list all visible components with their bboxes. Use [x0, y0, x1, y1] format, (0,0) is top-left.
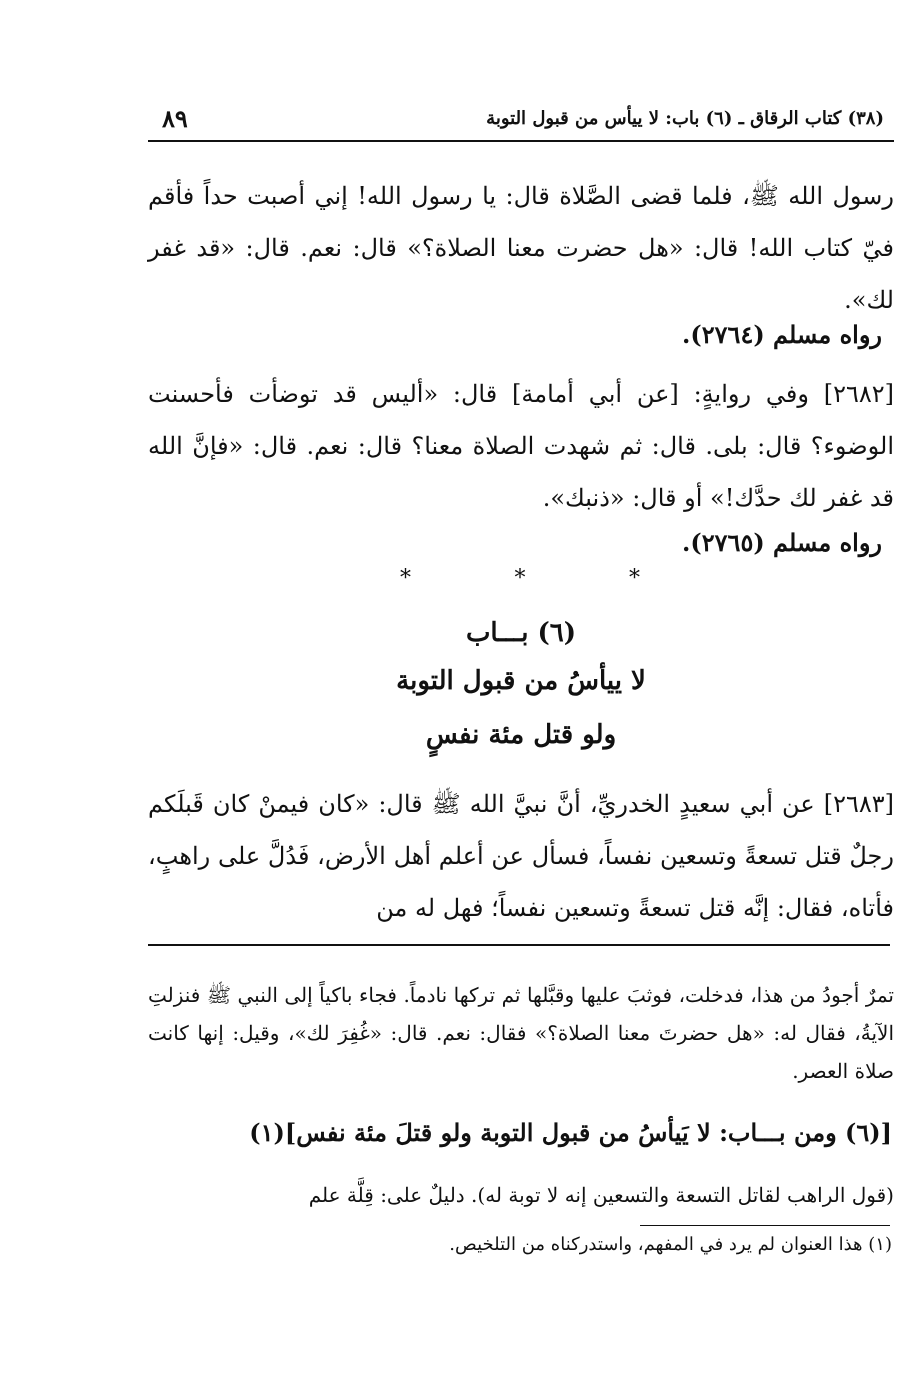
hadith-paragraph-2683: [٢٦٨٣] عن أبي سعيدٍ الخدريِّ، أنَّ نبيَّ الله ﷺ قال: «كان فيمنْ كان قَبلَكم رجلٌ قتل تسعةً وتسعين نفساً، فسأل عن أعلم أهل الأرض، فَدُلَّ على راهبٍ، فأتاه، فقال: إنَّه قتل تسعةً وتسعين نفساً؛ فهل له من — [148, 790, 894, 922]
commentary-heading: [(٦) ومن بـــاب: لا يَيأسُ من قبول التوبة ولو قتلَ مئة نفس](١) — [249, 1118, 892, 1147]
chapter-subtitle: ولو قتل مئة نفسٍ — [425, 720, 617, 750]
footnote-rule — [148, 944, 890, 946]
header-rule — [148, 140, 894, 142]
footnote-separator — [640, 1225, 890, 1226]
page-number: ٨٩ — [162, 104, 188, 133]
section-separator — [400, 566, 640, 591]
chapter-label: (٦) بـــاب — [465, 618, 577, 648]
commentary-paragraph: (قول الراهب لقاتل التسعة والتسعين إنه لا توبة له). دليلٌ على: قِلَّة علم — [308, 1183, 894, 1207]
commentary-paragraph: تمرٌ أجودُ من هذا، فدخلت، فوثبَ عليها وقبَّلها ثم تركها نادماً. فجاء باكياً إلى النبي ﷺ فنزلتِ الآيةُ، فقال له: «هل حضرتَ معنا الصلاة؟» فقال: نعم. قال: «غُفِرَ لك»، وقيل: إنها كانت صلاة العصر. — [148, 983, 895, 1083]
hadith-paragraph-2682: [٢٦٨٢] وفي روايةٍ: [عن أبي أمامة] قال: «أليس قد توضأت فأحسنت الوضوء؟ قال: بلى. قال: ثم شهدت الصلاة معنا؟ قال: نعم. قال: «فإنَّ الله قد غفر لك حدَّك!» أو قال: «ذنبك». — [148, 380, 894, 512]
hadith-source: رواه مسلم (٢٧٦٤). — [682, 320, 882, 349]
page-header — [148, 98, 894, 138]
separator-star: * — [629, 566, 640, 591]
chapter-title: لا ييأسُ من قبول التوبة — [396, 666, 646, 696]
footnote: (١) هذا العنوان لم يرد في المفهم، واستدركناه من التلخيص. — [449, 1234, 892, 1255]
hadith-paragraph-continuation: رسول الله ﷺ، فلما قضى الصَّلاة قال: يا رسول الله! إني أصبت حداً فأقم فيّ كتاب الله! قال: «هل حضرت معنا الصلاة؟» قال: نعم. قال: «قد غفر لك». — [148, 182, 894, 314]
hadith-source: رواه مسلم (٢٧٦٥). — [682, 528, 882, 557]
separator-star: * — [514, 566, 526, 591]
running-title: (٣٨) كتاب الرقاق ـ (٦) باب: لا ييأس من قبول التوبة — [486, 108, 884, 129]
separator-star: * — [400, 566, 411, 591]
